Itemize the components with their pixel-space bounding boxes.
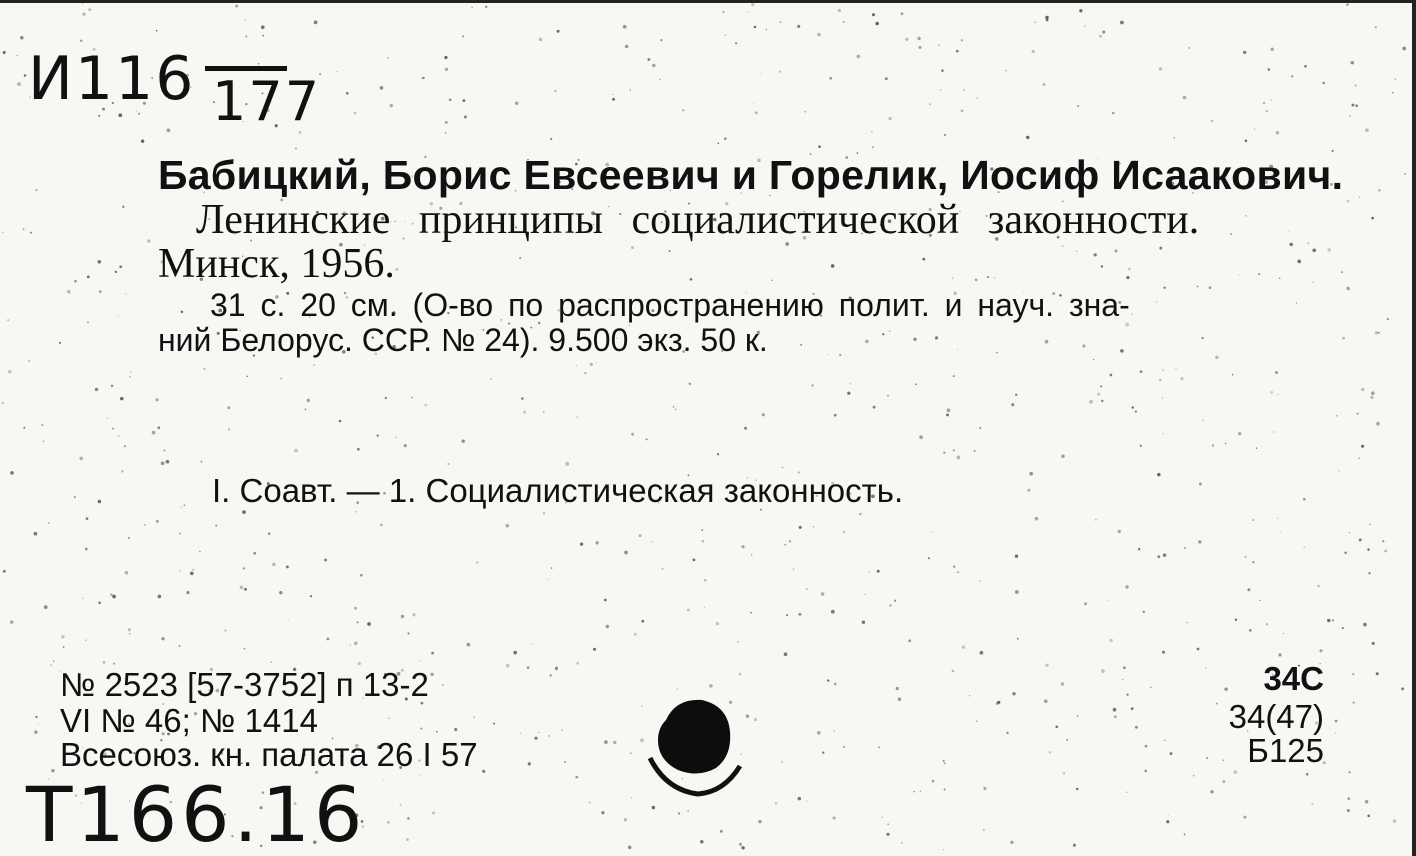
title-line-2: Минск, 1956. [158,241,395,287]
top-edge [0,0,1416,3]
author-mark: Б125 [1247,732,1324,769]
handwritten-shelfmark-bottom: Т166.16 [26,770,367,856]
bibliographic-number: № 2523 [57-3752] п 13-2 [60,666,429,703]
classification-code-1: 34С [1263,660,1324,697]
classification-code-2: 34(47) [1228,698,1324,735]
physical-description-line-1: 31 с. 20 см. (О-во по распространению полит. и науч. зна- [210,287,1130,323]
handwritten-shelfmark-number: 177 [212,70,322,133]
bibliographic-series-number: VI № 46; № 1414 [60,702,318,739]
chamber-imprint: Всесоюз. кн. палата 26 I 57 [60,736,478,773]
author-heading: Бабицкий, Борис Евсеевич и Горелик, Иосиф Исаакович. [158,152,1344,198]
punched-hole-icon [636,690,756,810]
subject-tracing: I. Соавт. — 1. Социалистическая законность. [212,472,904,509]
right-edge [1412,0,1416,856]
title-line-1: Ленинские принципы социалистической законности. [196,197,1200,243]
physical-description-line-2: ний Белорус. ССР. № 24). 9.500 экз. 50 к. [158,322,768,358]
handwritten-shelfmark-top: И116 [28,44,196,114]
